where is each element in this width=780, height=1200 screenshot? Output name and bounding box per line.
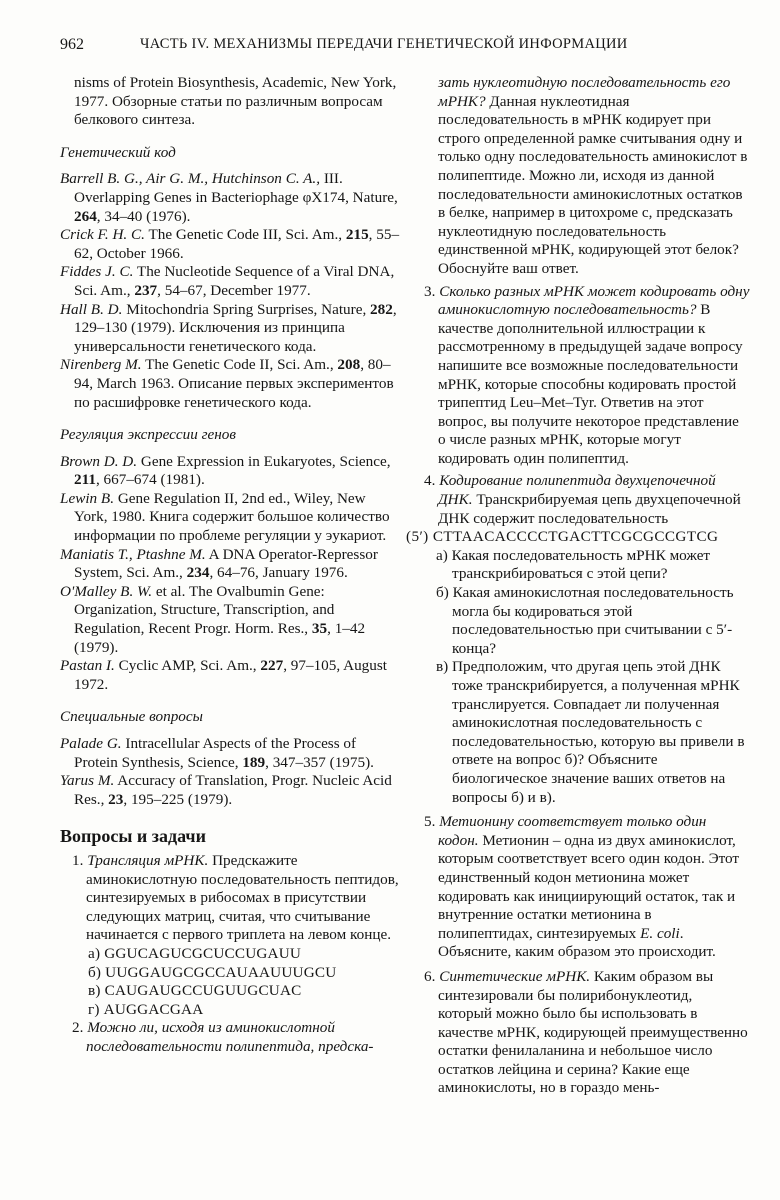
problem-1: 1. Трансляция мРНК. Предскажите аминокислотную последовательность пептидов, синтезируемых в рибосомах в присутствии следующих матриц, считая, что считывание начинается с первого триплета на левом конце.	[72, 851, 399, 944]
reference-continuation: nisms of Protein Biosynthesis, Academic, New York, 1977. Обзорные статьи по различным вопросам белкового синтеза.	[74, 74, 397, 129]
problem-4-question-a: а) Какая последовательность мРНК может транскрибироваться с этой цепи?	[436, 546, 711, 583]
problem-1-sequence-c: в) CAUGAUGCCUGUUGCUAC	[88, 982, 302, 1000]
problem-3: 3. Сколько разных мРНК может кодировать одну аминокислотную последовательность? В качестве дополнительной иллюстрации к рассмотренному в предыдущей задаче вопросу напишите все возможные последовательности мРНК, которые способны кодировать простой трипептид Leu–Met–Tyr. Ответив на этот вопрос, вы получите некоторое представление о числе разных мРНК, которые могут кодировать один полипептид.	[424, 282, 750, 467]
reference-item: Yarus M. Accuracy of Translation, Progr. Nucleic Acid Res., 23, 195–225 (1979).	[60, 772, 392, 808]
problem-4-question-c: в) Предположим, что другая цепь этой ДНК тоже транскрибируется, а полученная мРНК транслируется. Совпадает ли полученная аминокислотная последовательность с последовательностью, которую вы привели в ответе на вопрос б)? Объясните биологическое значение ваших ответов на вопросы б) и в).	[436, 658, 745, 806]
section-title-special-topics: Специальные вопросы	[60, 708, 203, 726]
problem-2-continuation: зать нуклеотидную последовательность его мРНК? Данная нуклеотидная последовательность в мРНК кодирует при строго определенной рамке считывания одну и только одну последовательность аминокислот в полипептиде. Можно ли, исходя из данной последовательности аминокислотных остатков в белке, например в цитохроме c, предсказать нуклеотидную последовательность единственной мРНК, кодирующей этот белок? Обоснуйте ваш ответ.	[438, 74, 748, 277]
problem-5: 5. Метионину соответствует только один кодон. Метионин – одна из двух аминокислот, которым соответствует всего один кодон. Этот единственный кодон метионина может кодировать как инициирующий остаток, так и внутренние остатки метионина в полипептидах, синтезируемых E. coli. Объясните, каким образом это происходит.	[424, 813, 740, 961]
problem-4: 4. Кодирование полипептида двухцепочечной ДНК. Транскрибируемая цепь двухцепочечной ДНК содержит последовательность	[424, 472, 741, 527]
section-title-gene-regulation: Регуляция экспрессии генов	[60, 426, 236, 444]
reference-item: Barrell B. G., Air G. M., Hutchinson C. A., III. Overlapping Genes in Bacteriophage φX174, Nature, 264, 34–40 (1976).	[60, 170, 398, 225]
problem-4-dna-sequence: (5′) CTTAACACCCCTGACTTCGCGCCGTCG	[406, 528, 719, 546]
section-title-genetic-code: Генетический код	[60, 143, 176, 161]
reference-item: O'Malley B. W. et al. The Ovalbumin Gene: Organization, Structure, Transcription, and Regulation, Recent Progr. Horm. Res., 35, 1–42 (1979).	[60, 582, 366, 656]
reference-item: Fiddes J. C. The Nucleotide Sequence of a Viral DNA, Sci. Am., 237, 54–67, December 1977.	[60, 263, 395, 299]
reference-item: Palade G. Intracellular Aspects of the Process of Protein Synthesis, Science, 189, 347–357 (1975).	[60, 735, 374, 771]
reference-item: Crick F. H. C. The Genetic Code III, Sci. Am., 215, 55–62, October 1966.	[60, 226, 400, 262]
problem-1-sequence-b: б) UUGGAUGCGCCAUAAUUUGCU	[88, 963, 337, 981]
problem-1-sequence-d: г) AUGGACGAA	[88, 1000, 204, 1018]
page-number: 962	[60, 36, 84, 53]
running-title: ЧАСТЬ IV. МЕХАНИЗМЫ ПЕРЕДАЧИ ГЕНЕТИЧЕСКОЙ ИНФОРМАЦИИ	[140, 36, 628, 52]
left-column	[60, 74, 400, 1057]
reference-item: Brown D. D. Gene Expression in Eukaryotes, Science, 211, 667–674 (1981).	[60, 452, 391, 489]
reference-item: Maniatis T., Ptashne M. A DNA Operator-Repressor System, Sci. Am., 234, 64–76, January 1976.	[60, 545, 378, 582]
right-column	[406, 74, 750, 1098]
reference-item: Nirenberg M. The Genetic Code II, Sci. Am., 208, 80–94, March 1963. Описание первых экспериментов по расшифровке генетического кода.	[60, 356, 394, 411]
problem-2: 2. Можно ли, исходя из аминокислотной последовательности полипептида, предска-	[72, 1019, 374, 1055]
reference-item: Hall B. D. Mitochondria Spring Surprises, Nature, 282, 129–130 (1979). Исключения из принципа универсальности генетического кода.	[60, 300, 397, 355]
reference-item: Lewin B. Gene Regulation II, 2nd ed., Wiley, New York, 1980. Книга содержит большое количество информации по проблеме регуляции у эукариот.	[60, 489, 390, 545]
reference-item: Pastan I. Cyclic AMP, Sci. Am., 227, 97–105, August 1972.	[60, 657, 387, 693]
questions-heading: Вопросы и задачи	[60, 826, 206, 847]
problem-6: 6. Синтетические мРНК. Каким образом вы синтезировали бы полирибонуклеотид, который можно было бы использовать в качестве мРНК, кодирующей преимущественно остатки фенилаланина и небольшое число остатков лейцина и серина? Какие еще аминокислоты, но в гораздо мень-	[424, 967, 748, 1097]
problem-4-question-b: б) Какая аминокислотная последовательность могла бы кодироваться этой последовательностью при считывании с 5′-конца?	[436, 584, 734, 657]
problem-1-sequence-a: а) GGUCAGUCGCUCCUGAUU	[88, 944, 302, 962]
